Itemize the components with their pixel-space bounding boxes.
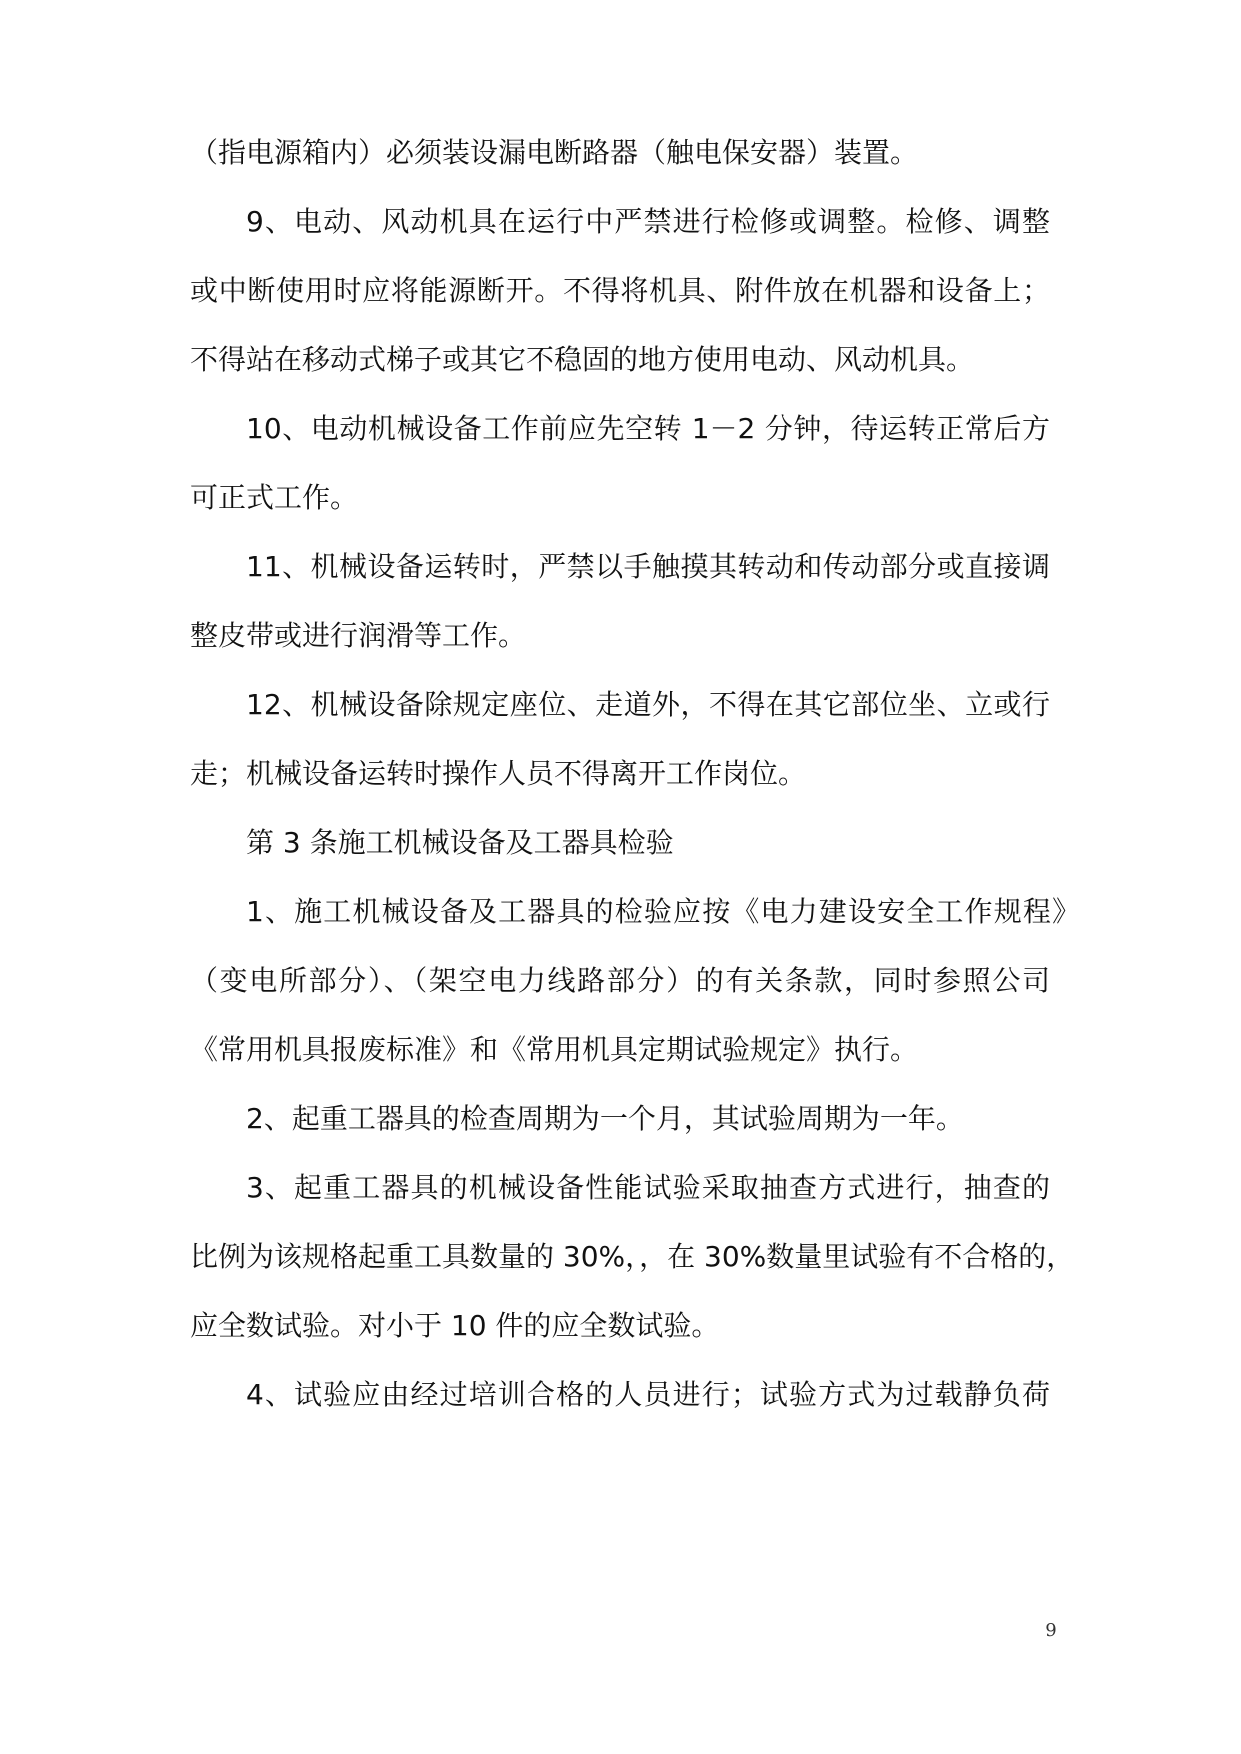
text-line-4: 不得站在移动式梯子或其它不稳固的地方使用电动、风动机具。	[190, 343, 975, 376]
text-line-3: 或中断使用时应将能源断开。不得将机具、附件放在机器和设备上；	[190, 274, 1050, 307]
text-line-14: 《常用机具报废标准》和《常用机具定期试验规定》执行。	[190, 1033, 919, 1066]
text-line-9: 12、机械设备除规定座位、走道外，不得在其它部位坐、立或行	[246, 688, 1050, 721]
text-line-13: （变电所部分）、（架空电力线路部分）的有关条款，同时参照公司	[190, 964, 1050, 997]
text-line-8: 整皮带或进行润滑等工作。	[190, 619, 527, 652]
text-line-10: 走；机械设备运转时操作人员不得离开工作岗位。	[190, 757, 807, 790]
section-heading: 第 3 条施工机械设备及工器具检验	[246, 826, 674, 859]
text-line-1: （指电源箱内）必须装设漏电断路器（触电保安器）装置。	[190, 136, 919, 169]
page-number: 9	[1045, 1620, 1057, 1641]
text-line-6: 可正式工作。	[190, 481, 359, 514]
text-line-7: 11、机械设备运转时，严禁以手触摸其转动和传动部分或直接调	[246, 550, 1050, 583]
text-line-17: 比例为该规格起重工具数量的 30%，，在 30%数量里试验有不合格的，	[190, 1240, 1075, 1273]
text-line-2: 9、电动、风动机具在运行中严禁进行检修或调整。检修、调整	[246, 205, 1050, 238]
text-line-12: 1、施工机械设备及工器具的检验应按《电力建设安全工作规程》	[246, 895, 1080, 928]
text-line-5: 10、电动机械设备工作前应先空转 1－2 分钟，待运转正常后方	[246, 412, 1050, 445]
text-line-16: 3、起重工器具的机械设备性能试验采取抽查方式进行，抽查的	[246, 1171, 1050, 1204]
text-line-18: 应全数试验。对小于 10 件的应全数试验。	[190, 1309, 720, 1342]
text-line-15: 2、起重工器具的检查周期为一个月，其试验周期为一年。	[246, 1102, 964, 1135]
text-line-19: 4、试验应由经过培训合格的人员进行；试验方式为过载静负荷	[246, 1378, 1050, 1411]
